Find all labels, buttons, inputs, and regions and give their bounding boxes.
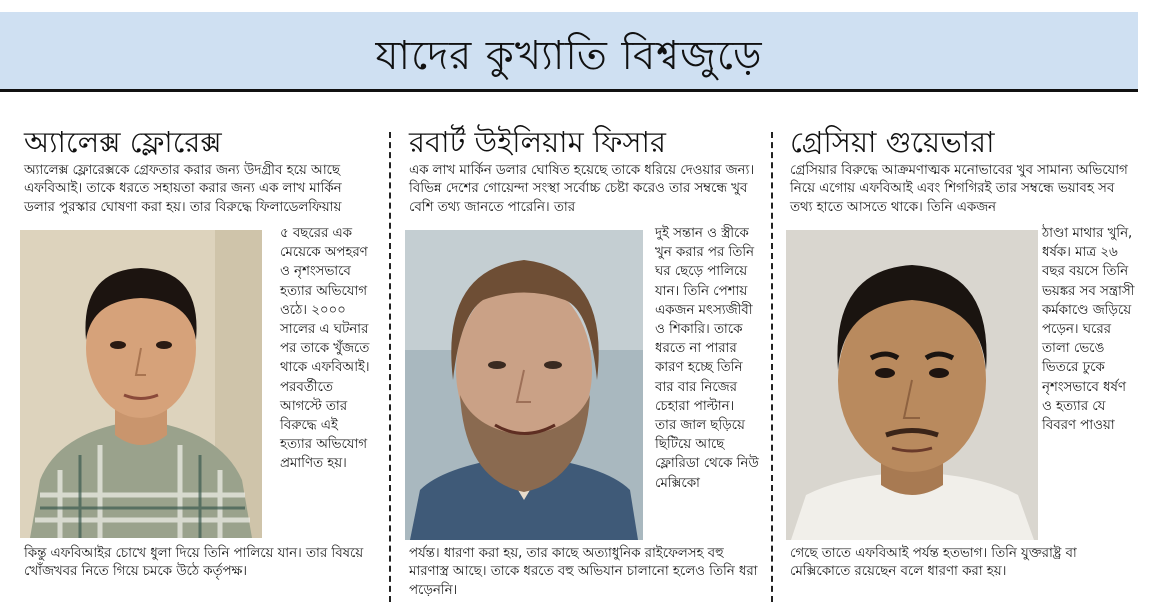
suspect-photo xyxy=(20,230,262,538)
profile-name: রবার্ট উইলিয়াম ফিসার xyxy=(409,125,666,159)
profile-name: গ্রেসিয়া গুয়েভারা xyxy=(790,125,995,159)
page-title: যাদের কুখ্যাতি বিশ্বজুড়ে xyxy=(375,33,763,79)
profile-side-text: দুই সন্তান ও স্ত্রীকে খুন করার পর তিনি ঘর ছেড়ে পালিয়ে যান। তিনি পেশায় একজন মৎস্যজীবী ও শিকারি। তাকে ধরতে না পারার কারণ হচ্ছে তিনি বার বার নিজের চেহারা পাল্টান। তার জাল ছড়িয়ে ছিটিয়ে আছে ফ্লোরিডা থেকে নিউ মেক্সিকো xyxy=(655,226,759,491)
column-divider xyxy=(771,132,773,602)
suspect-photo xyxy=(405,230,643,540)
profile-tail-text: কিন্তু এফবিআইর চোখে ধুলা দিয়ে তিনি পালিয়ে যান। তার বিষয়ে খোঁজখবর নিতে গিয়ে চমকে উঠে কর্তৃপক্ষ। xyxy=(24,546,364,580)
suspect-photo xyxy=(786,230,1038,540)
profile-side-text: ঠাণ্ডা মাথার খুনি, ধর্ষক। মাত্র ২৬ বছর বয়সে তিনি ভয়ঙ্কর সব সন্ত্রাসী কর্মকাণ্ডে জড়িয়ে পড়েন। ঘরের তালা ভেঙে ভিতরে ঢুকে নৃশংসভাবে ধর্ষণ ও হত্যার যে বিবরণ পাওয়া xyxy=(1042,226,1135,434)
profile-name: অ্যালেক্স ফ্লোরেক্স xyxy=(24,125,222,159)
profile-column-1 xyxy=(24,100,374,605)
profile-lead-text: অ্যালেক্স ফ্লোরেক্সকে গ্রেফতার করার জন্য উদগ্রীব হয়ে আছে এফবিআই। তাকে ধরতে সহায়তা করার জন্য এক লাখ মার্কিন ডলার পুরস্কার ঘোষণা করা হয়। তার বিরুদ্ধে ফিলাডেলফিয়ায় xyxy=(24,163,342,215)
profile-lead-text: গ্রেসিয়ার বিরুদ্ধে আক্রমণাত্মক মনোভাবের খুব সামান্য অভিযোগ নিয়ে এগোয় এফবিআই এবং শিগগিরই তার সম্বন্ধে ভয়াবহ সব তথ্য হাতে আসতে থাকে। তিনি একজন xyxy=(790,163,1128,215)
profile-tail-text: পর্যন্ত। ধারণা করা হয়, তার কাছে অত্যাধুনিক রাইফেলসহ বহু মারণাস্ত্র আছে। তাকে ধরতে বহু অভিযান চালানো হলেও তিনি ধরা পড়েননি। xyxy=(409,546,758,598)
profile-column-3 xyxy=(790,100,1138,605)
profile-lead-text: এক লাখ মার্কিন ডলার ঘোষিত হয়েছে তাকে ধরিয়ে দেওয়ার জন্য। বিভিন্ন দেশের গোয়েন্দা সংস্থা সর্বোচ্চ চেষ্টা করেও তার সম্বন্ধে খুব বেশি তথ্য জানতে পারেনি। তার xyxy=(409,163,755,215)
column-divider xyxy=(389,132,391,602)
title-banner xyxy=(0,12,1138,92)
profile-column-2 xyxy=(409,100,759,605)
profile-side-text: ৫ বছরের এক মেয়েকে অপহরণ ও নৃশংসভাবে হত্যার অভিযোগ ওঠে। ২০০০ সালের এ ঘটনার পর তাকে খুঁজতে থাকে এফবিআই। পরবর্তীতে আগস্টে তার বিরুদ্ধে এই হত্যার অভিযোগ প্রমাণিত হয়। xyxy=(280,226,370,472)
profile-tail-text: গেছে তাতে এফবিআই পর্যন্ত হতভাগ। তিনি যুক্তরাষ্ট্র বা মেক্সিকোতে রয়েছেন বলে ধারণা করা হয়। xyxy=(790,546,1077,580)
